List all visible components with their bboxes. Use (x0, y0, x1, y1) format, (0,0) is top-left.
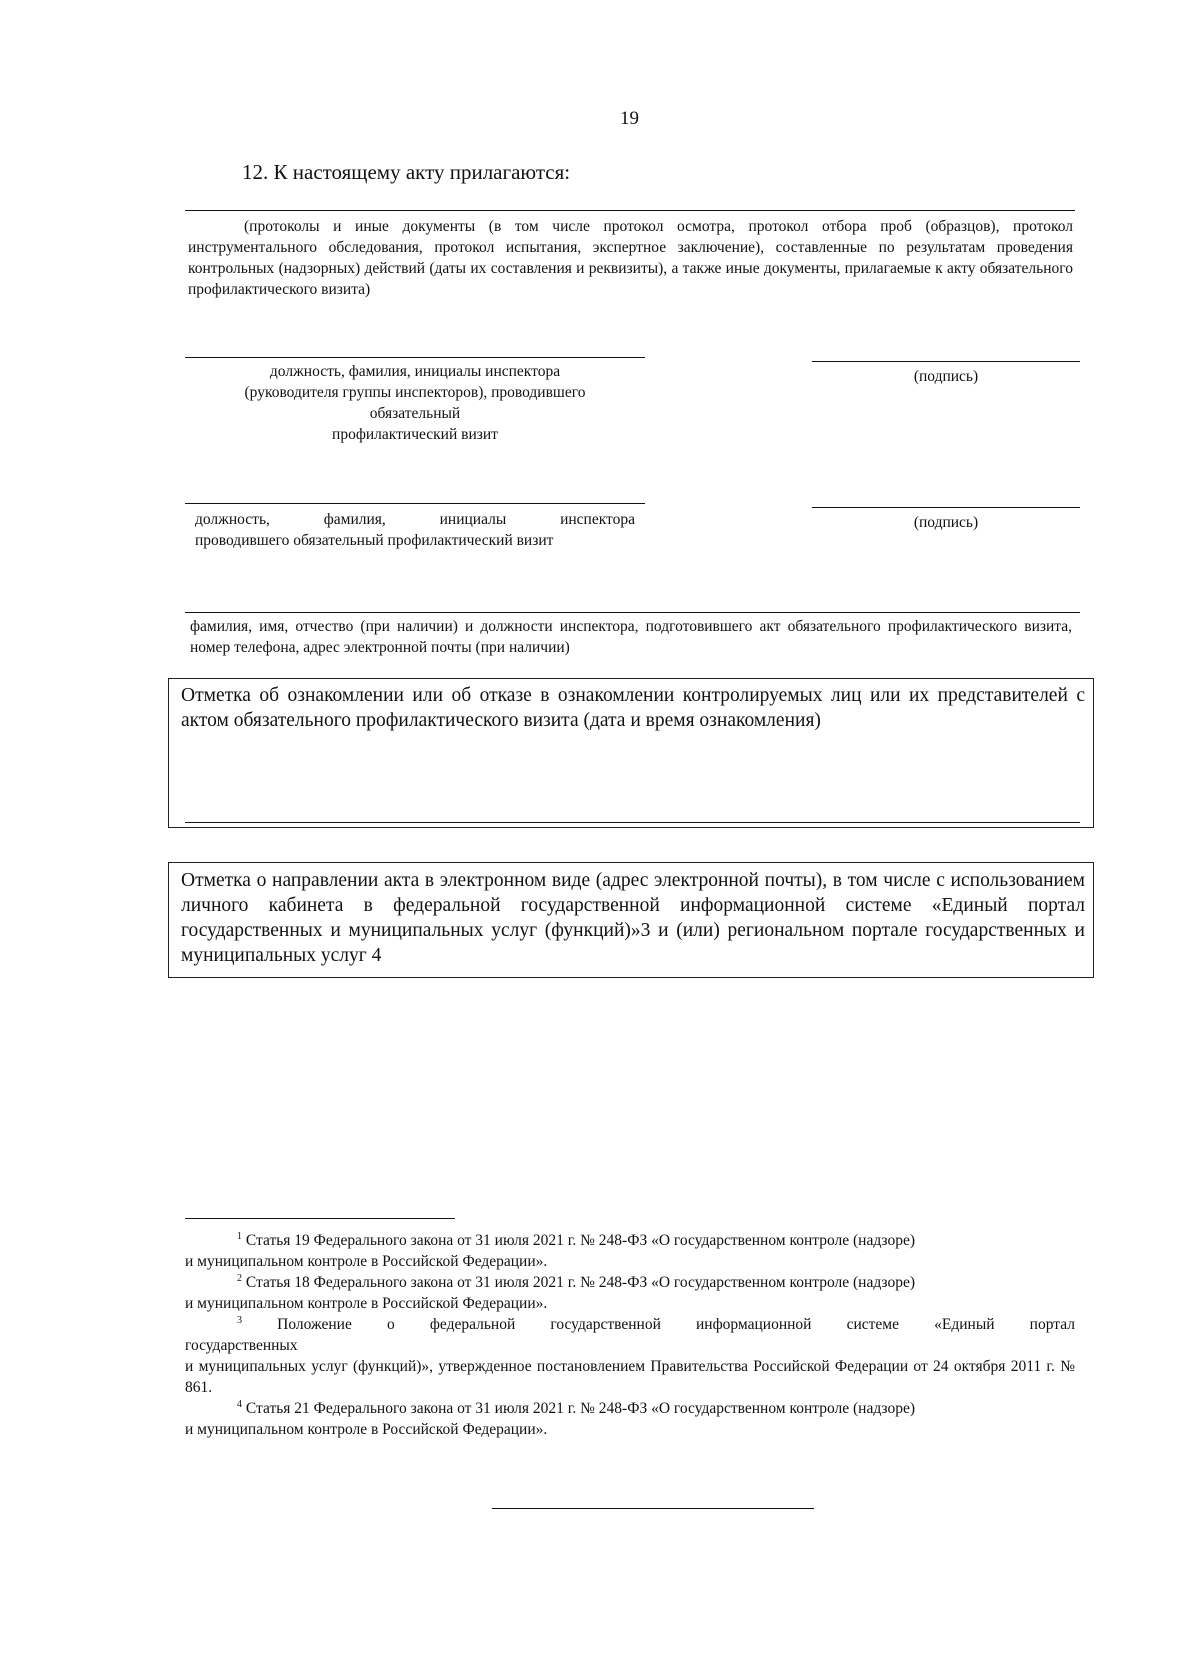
inspector-caption-1 (195, 361, 635, 445)
footnote-text: и муниципальных услуг (функций)», утвержденное постановлением Правительства Российской Федерации от 24 октября 2011 г. № 861. (185, 1358, 1075, 1396)
footnote-2 (185, 1272, 1075, 1314)
caption-line: проводившего обязательный профилактический визит (195, 532, 554, 549)
bottom-rule (492, 1508, 814, 1509)
footnote-text: и муниципальном контроле в Российской Федерации». (185, 1295, 548, 1312)
familiarization-text: Отметка об ознакомлении или об отказе в ознакомлении контролируемых лиц или их представителей с актом обязательного профилактического визита (дата и время ознакомления) (181, 685, 1085, 731)
caption-line: должность, фамилия, инициалы инспектора (195, 511, 635, 528)
attachments-fill-line (185, 210, 1075, 211)
preparer-fill-line (185, 612, 1080, 613)
footnote-4 (185, 1398, 1075, 1440)
section-title: 12. К настоящему акту прилагаются: (242, 160, 571, 184)
footnote-text: государственных (185, 1337, 298, 1354)
footnote-1 (185, 1230, 1075, 1272)
electronic-delivery-box (168, 862, 1094, 978)
footnote-marker: 4 (237, 1398, 242, 1410)
signature-line-1 (812, 361, 1080, 362)
footnote-text: Статья 19 Федерального закона от 31 июля 2021 г. № 248-ФЗ «О государственном контроле (надзоре) (245, 1232, 916, 1249)
preparer-caption: фамилия, имя, отчество (при наличии) и должности инспектора, подготовившего акт обязательного профилактического визита, номер телефона, адрес электронной почты (при наличии) (190, 618, 1072, 656)
footnote-text: Статья 21 Федерального закона от 31 июля 2021 г. № 248-ФЗ «О государственном контроле (надзоре) (245, 1400, 916, 1417)
signature-label-1: (подпись) (913, 368, 979, 385)
signature-label-2: (подпись) (913, 514, 979, 531)
footnote-marker: 1 (237, 1230, 242, 1242)
footnote-marker: 2 (237, 1272, 242, 1284)
footnotes (185, 1230, 1075, 1440)
signature-line-2 (812, 507, 1080, 508)
familiarization-fill-line (185, 822, 1080, 823)
footnote-3 (185, 1314, 1075, 1398)
attachments-note: (протоколы и иные документы (в том числе протокол осмотра, протокол отбора проб (образцов), протокол инструментального обследования, протокол испытания, экспертное заключение), составленные по результатам проведения контрольных (надзорных) действий (даты их составления и реквизиты), а также иные документы, прилагаемые к акту обязательного профилактического визита) (188, 218, 1073, 298)
footnote-text: Статья 18 Федерального закона от 31 июля 2021 г. № 248-ФЗ «О государственном контроле (надзоре) (245, 1274, 916, 1291)
electronic-delivery-text: Отметка о направлении акта в электронном виде (адрес электронной почты), в том числе с использованием личного кабинета в федеральной государственной информационной системе «Единый портал государственных и муниципальных услуг (функций)»3 и (или) региональном портале государственных и муниципальных услуг 4 (181, 870, 1085, 966)
inspector-caption-2 (195, 509, 635, 551)
page-number: 19 (620, 108, 639, 129)
footnote-text: Положение о федеральной государственной информационной системе «Единый портал (277, 1316, 1075, 1333)
footnote-text: и муниципальном контроле в Российской Федерации». (185, 1421, 548, 1438)
caption-line: (руководителя группы инспекторов), проводившего (244, 384, 586, 401)
familiarization-box (168, 678, 1094, 828)
caption-line: обязательный (369, 405, 461, 422)
inspector-fill-line-1 (185, 357, 645, 358)
inspector-fill-line-2 (185, 503, 645, 504)
footnote-marker: 3 (237, 1314, 242, 1326)
footnote-text: и муниципальном контроле в Российской Федерации». (185, 1253, 548, 1270)
caption-line: профилактический визит (332, 426, 498, 443)
caption-line: должность, фамилия, инициалы инспектора (269, 363, 561, 380)
footnote-separator (185, 1218, 455, 1219)
